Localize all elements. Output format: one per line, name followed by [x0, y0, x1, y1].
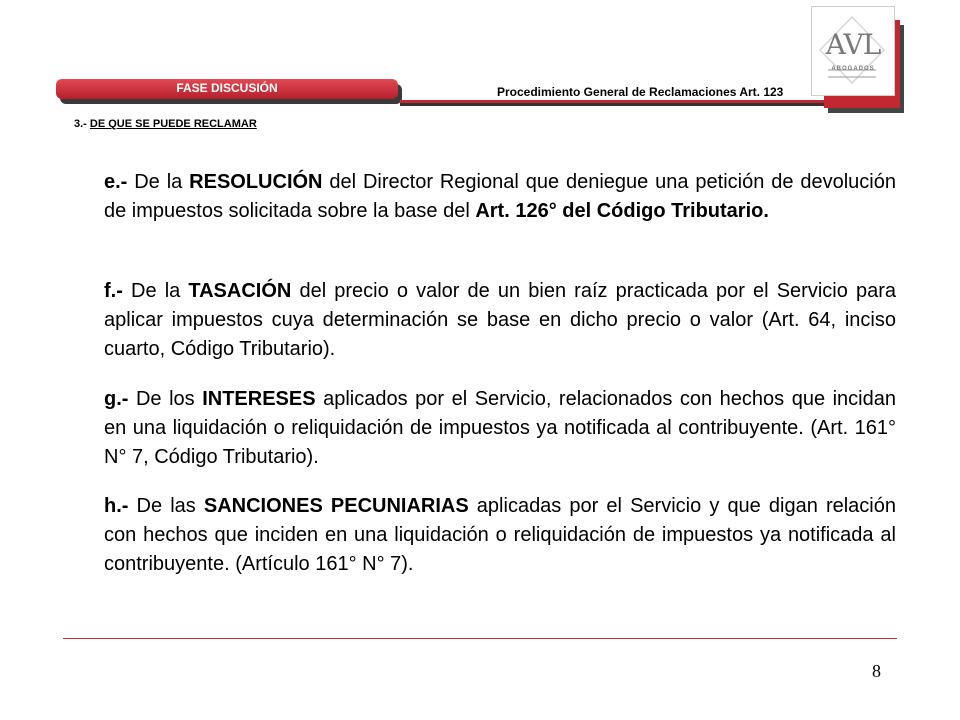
phase-label: FASE DISCUSIÓN: [56, 79, 398, 99]
item-text: aplicadas por el Servicio y que digan relación con hechos que inciden en una liquidación o reliquidación de impuestos ya notificada al contribuyente. (Artículo 161° N° 7).: [104, 495, 896, 575]
item-text-bold: TASACIÓN: [188, 280, 292, 302]
list-item: [104, 168, 896, 226]
item-text: aplicados por el Servicio, relacionados con hechos que incidan en una liquidación o reliquidación de impuestos ya notificada al contribuyente. (Art. 161° N° 7, Código Tributario).: [104, 388, 896, 468]
list-item: [104, 492, 896, 579]
item-text: De la: [131, 280, 189, 302]
section-title: DE QUE SE PUEDE RECLAMAR: [89, 118, 257, 130]
item-text: del precio o valor de un bien raíz practicada por el Servicio para aplicar impuestos cuya determinación se base en dicho precio o valor (Art. 64, inciso cuarto, Código Tributario).: [104, 280, 896, 360]
item-text: De las: [136, 495, 204, 517]
item-letter: e.-: [104, 171, 128, 193]
item-text-bold: Art. 126° del Código Tributario.: [475, 200, 769, 222]
item-letter: f.-: [104, 280, 123, 302]
section-heading: [74, 118, 257, 130]
item-letter: g.-: [104, 388, 129, 410]
logo-mark: AVL: [825, 28, 881, 61]
logo-subtitle: ABOGADOS: [831, 66, 875, 72]
item-letter: h.-: [104, 495, 129, 517]
section-number: 3.-: [74, 118, 87, 130]
item-text: De los: [135, 388, 203, 410]
item-text: del Director Regional que deniegue una petición de devolución de impuestos solicitada sobre la base del: [104, 171, 896, 222]
item-text-bold: SANCIONES PECUNIARIAS: [203, 495, 469, 517]
list-item: [104, 277, 896, 364]
item-text-bold: INTERESES: [202, 388, 316, 410]
header-rule: [400, 100, 896, 103]
footer-rule: [63, 638, 897, 639]
page-number: 8: [872, 661, 881, 681]
list-item: [104, 385, 896, 472]
item-text-bold: RESOLUCIÓN: [189, 171, 323, 193]
item-text: De la: [134, 171, 190, 193]
page-title: Procedimiento General de Reclamaciones Art. 123: [497, 85, 784, 99]
